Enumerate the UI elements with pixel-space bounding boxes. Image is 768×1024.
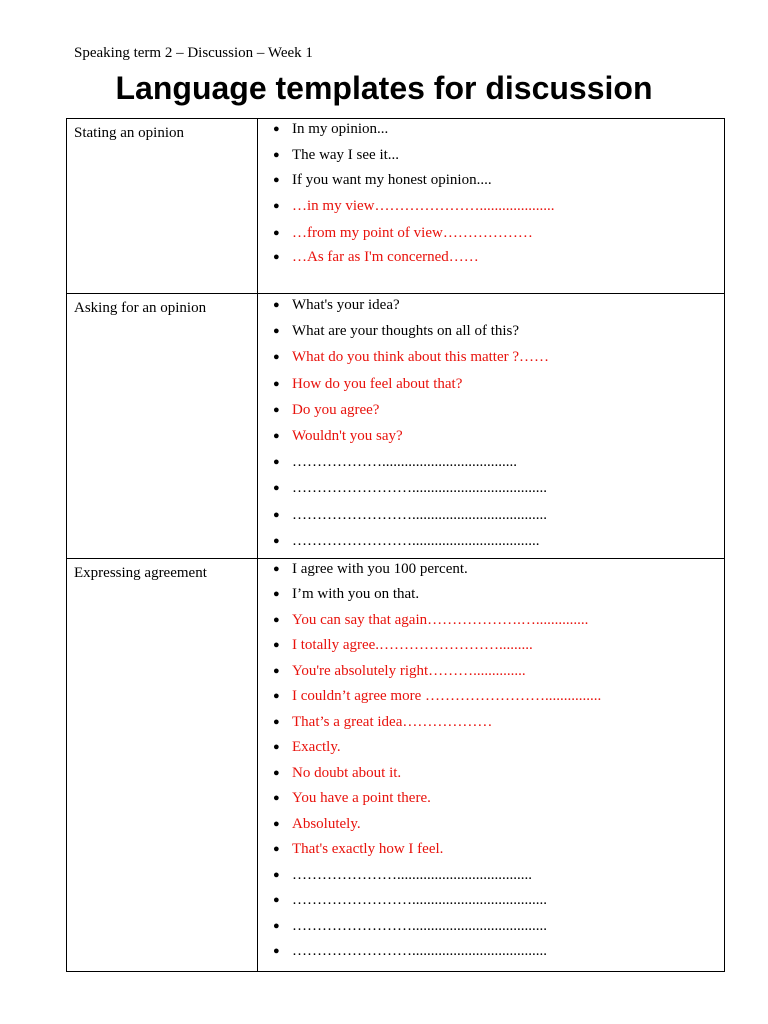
- bullet-dot-icon: ●: [273, 843, 280, 856]
- category-label: Stating an opinion: [74, 125, 184, 141]
- list-item: [266, 171, 724, 197]
- phrase-list: [266, 120, 724, 274]
- list-item: [266, 662, 724, 688]
- bullet-dot-icon: ●: [273, 817, 280, 830]
- list-item: [266, 636, 724, 662]
- phrase-text: You're absolutely right………..............: [292, 662, 526, 679]
- bullet-dot-icon: ●: [273, 690, 280, 703]
- phrase-text: ……………………..................................: [292, 532, 540, 549]
- bullet-dot-icon: ●: [273, 894, 280, 907]
- phrase-list: [266, 560, 724, 968]
- bullet-dot-icon: ●: [273, 664, 280, 677]
- phrase-text: …As far as I'm concerned……: [292, 249, 479, 265]
- list-item: [266, 453, 724, 479]
- list-item: [266, 401, 724, 427]
- bullet-dot-icon: ●: [273, 639, 280, 652]
- bullet-dot-icon: ●: [273, 945, 280, 958]
- bullet-dot-icon: ●: [273, 174, 280, 186]
- phrase-text: I agree with you 100 percent.: [292, 560, 468, 577]
- bullet-dot-icon: ●: [273, 741, 280, 754]
- phrase-text: ……………………....................................: [292, 480, 547, 497]
- list-item: [266, 764, 724, 790]
- list-item: [266, 146, 724, 172]
- list-item: [266, 866, 724, 892]
- category-label: Expressing agreement: [74, 564, 207, 581]
- bullet-dot-icon: ●: [273, 613, 280, 626]
- list-item: [266, 197, 724, 223]
- bullet-dot-icon: ●: [273, 456, 280, 469]
- bullet-dot-icon: ●: [273, 251, 280, 263]
- category-label: Asking for an opinion: [74, 300, 207, 316]
- phrase-text: No doubt about it.: [292, 764, 402, 781]
- phrase-text: Wouldn't you say?: [292, 427, 403, 444]
- list-item: [266, 348, 724, 374]
- bullet-dot-icon: ●: [273, 534, 280, 547]
- phrase-text: What's your idea?: [292, 297, 400, 313]
- phrase-text: How do you feel about that?: [292, 375, 463, 392]
- phrase-text: I couldn’t agree more ……………………...............: [292, 688, 602, 705]
- phrase-text: In my opinion...: [292, 121, 389, 137]
- bullet-dot-icon: ●: [273, 766, 280, 779]
- list-item: [266, 891, 724, 917]
- list-item: [266, 296, 724, 322]
- bullet-dot-icon: ●: [273, 227, 280, 239]
- list-item: [266, 120, 724, 146]
- list-item: [266, 248, 724, 274]
- phrase-text: ……………………....................................: [292, 917, 547, 934]
- list-item: [266, 917, 724, 943]
- items-cell: [258, 119, 725, 294]
- list-item: [266, 738, 724, 764]
- list-item: [266, 585, 724, 611]
- phrase-text: You have a point there.: [292, 790, 431, 807]
- phrase-text: …………………....................................: [292, 866, 532, 883]
- list-item: [266, 611, 724, 637]
- list-item: [266, 224, 724, 248]
- phrase-list: [266, 296, 724, 558]
- bullet-dot-icon: ●: [273, 715, 280, 728]
- list-item: [266, 687, 724, 713]
- list-item: [266, 560, 724, 586]
- list-item: [266, 942, 724, 968]
- bullet-dot-icon: ●: [273, 588, 280, 601]
- bullet-dot-icon: ●: [273, 148, 280, 161]
- table-row: [67, 558, 725, 971]
- bullet-dot-icon: ●: [273, 403, 280, 416]
- bullet-dot-icon: ●: [273, 123, 280, 135]
- list-item: [266, 427, 724, 453]
- phrase-text: ……………………....................................: [292, 892, 547, 909]
- bullet-dot-icon: ●: [273, 482, 280, 495]
- category-cell: [67, 119, 258, 294]
- bullet-dot-icon: ●: [273, 919, 280, 932]
- phrase-text: I totally agree.…………………….........: [292, 637, 533, 654]
- phrase-text: Absolutely.: [292, 815, 361, 832]
- phrase-text: You can say that again……………….…..............: [292, 611, 589, 628]
- phrase-text: Exactly.: [292, 739, 341, 756]
- category-cell: [67, 294, 258, 559]
- phrase-text: ……………………....................................: [292, 506, 547, 523]
- list-item: [266, 479, 724, 505]
- list-item: [266, 789, 724, 815]
- phrase-text: ……………………....................................: [292, 943, 547, 960]
- list-item: [266, 815, 724, 841]
- list-item: [266, 532, 724, 558]
- bullet-dot-icon: ●: [273, 868, 280, 881]
- items-cell: [258, 294, 725, 559]
- bullet-dot-icon: ●: [273, 508, 280, 521]
- page-title: Language templates for discussion: [115, 70, 653, 106]
- bullet-dot-icon: ●: [273, 325, 280, 338]
- list-item: [266, 840, 724, 866]
- bullet-dot-icon: ●: [273, 377, 280, 390]
- bullet-dot-icon: ●: [273, 429, 280, 442]
- phrase-text: ………………....................................: [292, 454, 517, 471]
- bullet-dot-icon: ●: [273, 351, 280, 364]
- phrase-text: …in my view…………………....................: [292, 197, 555, 214]
- phrase-text: If you want my honest opinion....: [292, 172, 492, 188]
- list-item: [266, 713, 724, 739]
- list-item: [266, 375, 724, 401]
- phrase-text: That's exactly how I feel.: [292, 841, 444, 858]
- phrase-text: That’s a great idea………………: [292, 713, 493, 730]
- phrase-text: What do you think about this matter ?……: [292, 349, 550, 366]
- phrase-text: What are your thoughts on all of this?: [292, 323, 520, 340]
- bullet-dot-icon: ●: [273, 792, 280, 805]
- phrase-text: Do you agree?: [292, 401, 380, 418]
- bullet-dot-icon: ●: [273, 299, 280, 311]
- templates-table: [66, 118, 725, 972]
- category-cell: [67, 558, 258, 971]
- table-row: [67, 119, 725, 294]
- bullet-dot-icon: ●: [273, 562, 280, 575]
- phrase-text: …from my point of view………………: [292, 225, 533, 241]
- list-item: [266, 322, 724, 348]
- bullet-dot-icon: ●: [273, 199, 280, 212]
- phrase-text: The way I see it...: [292, 146, 400, 163]
- phrase-text: I’m with you on that.: [292, 586, 420, 603]
- items-cell: [258, 558, 725, 971]
- document-header: Speaking term 2 – Discussion – Week 1: [74, 45, 313, 61]
- list-item: [266, 506, 724, 532]
- table-row: [67, 294, 725, 559]
